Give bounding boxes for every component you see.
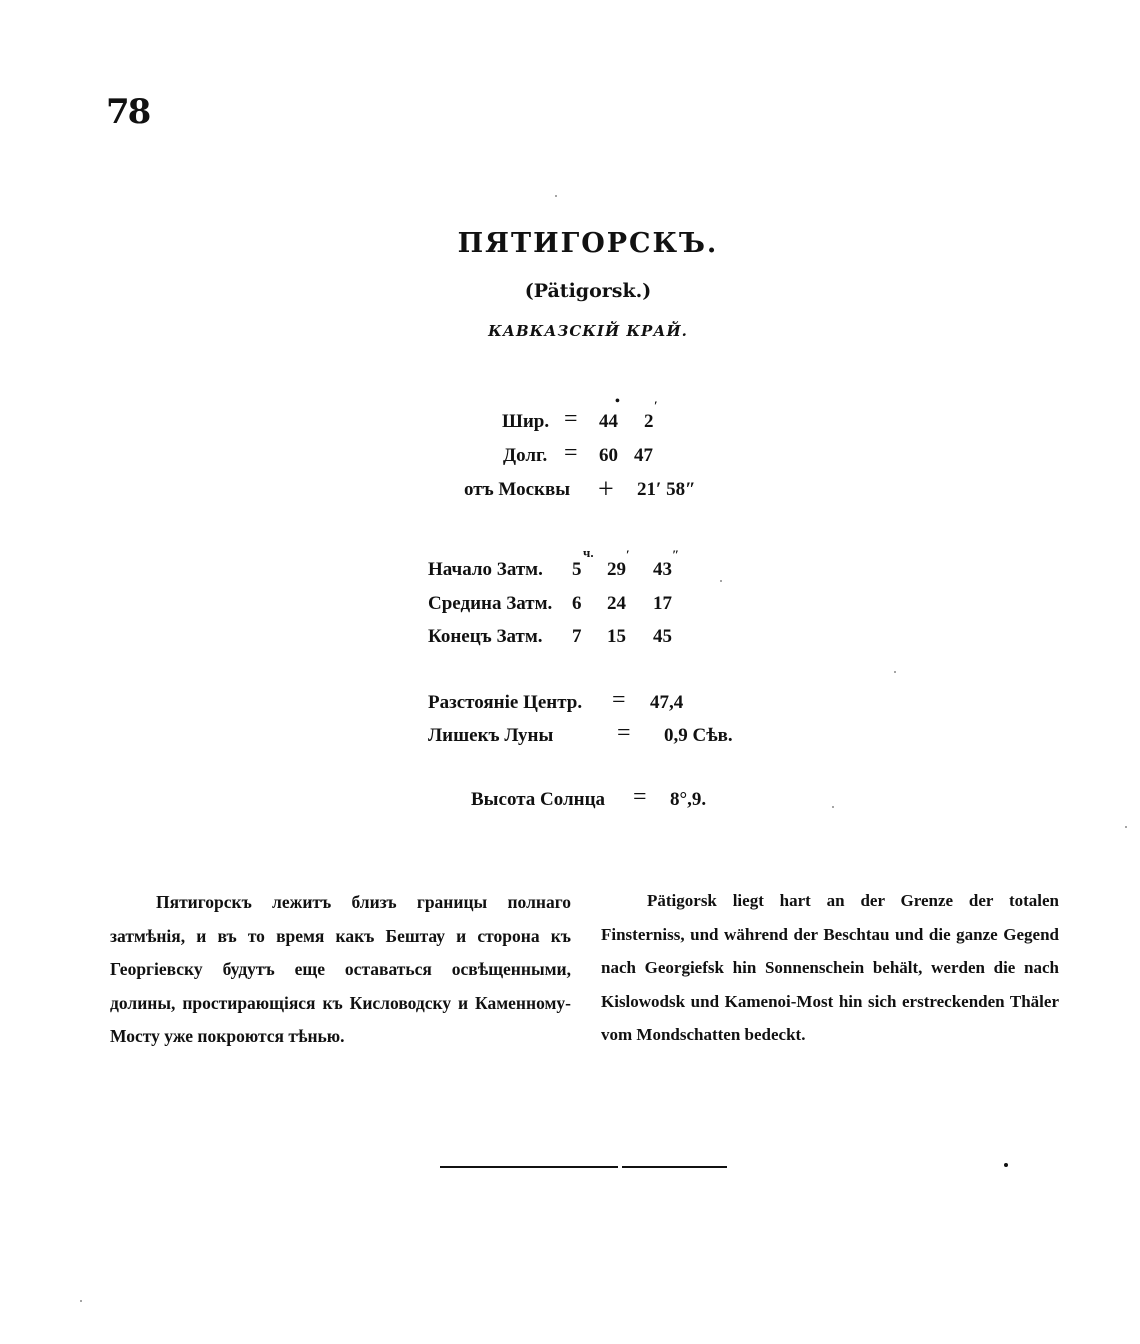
paper-speck bbox=[1125, 826, 1127, 828]
sun-height-value: 8°,9. bbox=[670, 789, 707, 810]
longitude-equals: = bbox=[564, 440, 578, 466]
eclipse-middle-hours: 6 bbox=[572, 593, 582, 614]
eclipse-middle-seconds: 17 bbox=[653, 593, 672, 614]
eclipse-middle-minutes: 24 bbox=[607, 593, 626, 614]
eclipse-begin-hours: 5 bbox=[572, 559, 582, 580]
distance-label: Разстояніе Центр. bbox=[428, 692, 583, 713]
latitude-degrees: 44 bbox=[599, 411, 618, 432]
from-moscow-value: 21′ 58″ bbox=[637, 479, 696, 500]
latitude-minutes: 2 bbox=[644, 411, 654, 432]
eclipse-end-seconds: 45 bbox=[653, 626, 672, 647]
page-title: ПЯТИГОРСКЪ. bbox=[457, 228, 719, 259]
seconds-mark: ″ bbox=[672, 547, 680, 562]
eclipse-begin-label: Начало Затм. bbox=[428, 559, 543, 580]
distance-value: 47,4 bbox=[650, 692, 684, 713]
sun-height-label: Высота Солнца bbox=[471, 789, 606, 810]
separator-rule-right bbox=[622, 1166, 727, 1168]
paper-speck bbox=[80, 1300, 82, 1302]
longitude-degrees: 60 bbox=[599, 445, 618, 466]
moon-excess-label: Лишекъ Луны bbox=[428, 725, 554, 746]
eclipse-begin-seconds: 43 bbox=[653, 559, 672, 580]
moon-excess-value: 0,9 Сѣв. bbox=[664, 725, 733, 746]
paper-speck bbox=[894, 671, 896, 673]
from-moscow-label: отъ Москвы bbox=[464, 479, 571, 500]
from-moscow-plus: + bbox=[598, 474, 614, 505]
latitude-minute-mark: ′ bbox=[654, 398, 658, 413]
eclipse-middle-label: Средина Затм. bbox=[428, 593, 553, 614]
separator-rule-left bbox=[440, 1166, 618, 1168]
eclipse-begin-minutes: 29 bbox=[607, 559, 626, 580]
page-number: 78 bbox=[106, 92, 150, 132]
region-heading: КАВКАЗСКІЙ КРАЙ. bbox=[488, 322, 688, 340]
latitude-equals: = bbox=[564, 406, 578, 432]
sun-height-equals: = bbox=[633, 784, 647, 810]
minutes-mark: ′ bbox=[626, 547, 630, 562]
paragraph-german: Pätigorsk liegt hart an der Grenze der totalen Finsterniss, und während der Beschtau und die ganze Gegend nach Georgiefsk hin Sonnenschein behält, werden die nach Kislowodsk und Kamenoi-Most hin sich erstreckenden Thäler vom Mondschatten bedeckt. bbox=[601, 891, 1059, 1045]
latitude-label: Шир. bbox=[502, 411, 550, 432]
longitude-label: Долг. bbox=[503, 445, 548, 466]
paper-speck bbox=[555, 195, 557, 197]
paragraph-russian: Пятигорскъ лежитъ близъ границы полнаго затмѣнія, и въ то время какъ Бештау и сторона къ Георгіевску будутъ еще оставаться освѣщенными, долины, простирающіяся къ Кисловодску и Каменному-Мосту уже покроются тѣнью. bbox=[110, 892, 571, 1047]
page-subtitle: (Pätigorsk.) bbox=[524, 280, 652, 302]
moon-excess-equals: = bbox=[617, 720, 631, 746]
hours-mark: ч. bbox=[583, 545, 594, 560]
paper-speck bbox=[832, 806, 834, 808]
eclipse-end-hours: 7 bbox=[572, 626, 582, 647]
paper-speck bbox=[720, 580, 722, 582]
degree-mark: • bbox=[615, 394, 620, 409]
distance-equals: = bbox=[612, 687, 626, 713]
ink-dot bbox=[1004, 1163, 1008, 1167]
eclipse-end-label: Конецъ Затм. bbox=[428, 626, 543, 647]
longitude-minutes: 47 bbox=[634, 445, 653, 466]
eclipse-end-minutes: 15 bbox=[607, 626, 626, 647]
